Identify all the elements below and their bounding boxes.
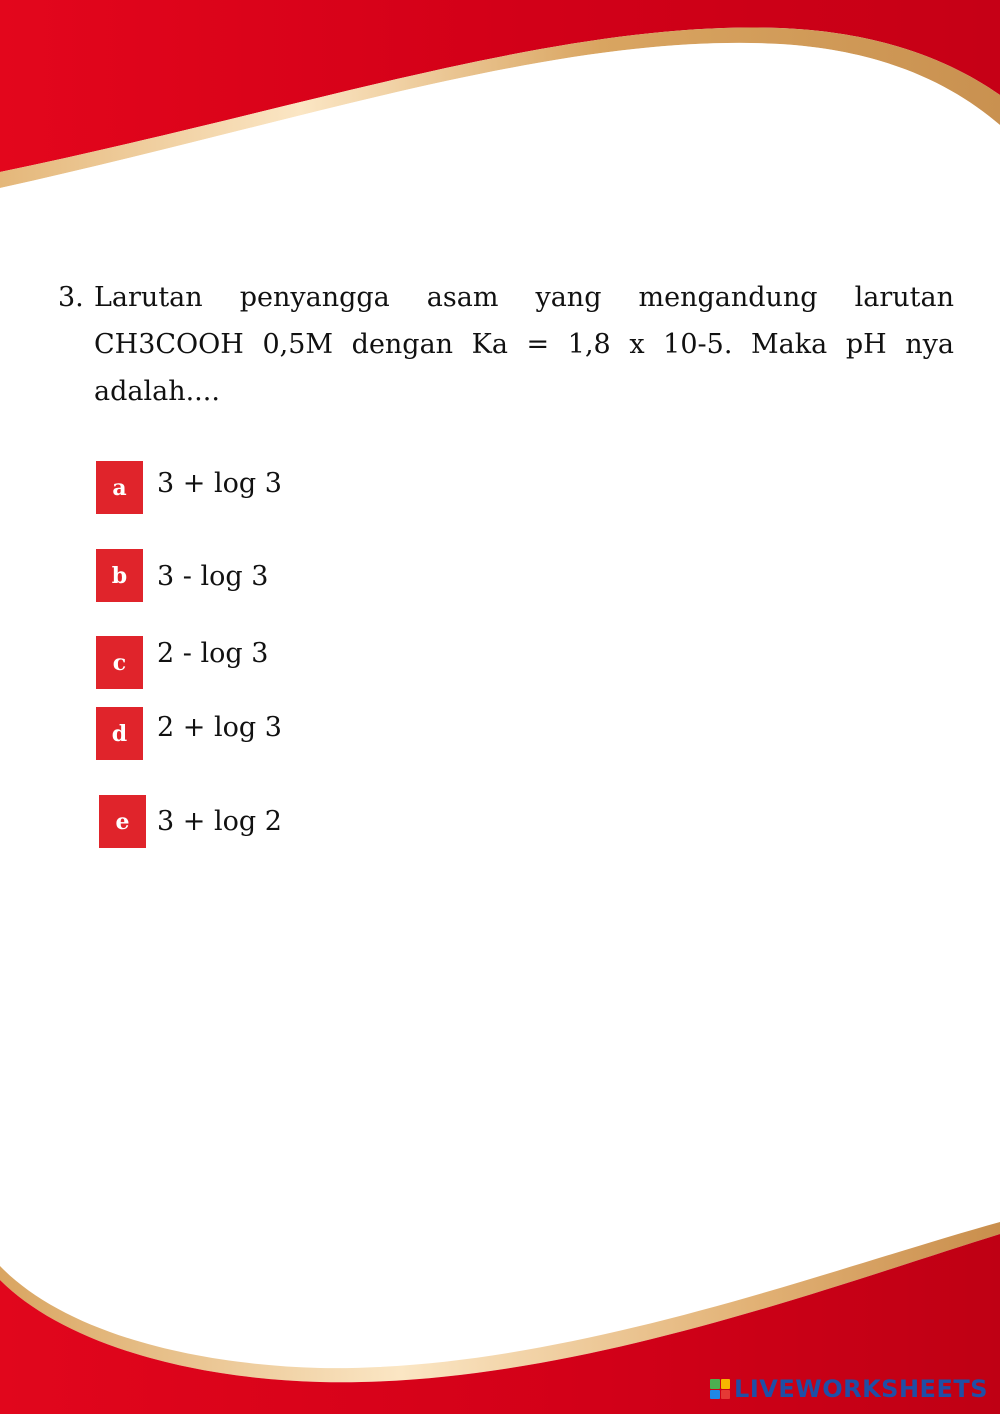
- option-d-letter[interactable]: d: [96, 707, 143, 760]
- question-text: Larutan penyangga asam yang mengandung larutan CH3COOH 0,5M dengan Ka = 1,8 x 10-5. Maka pH nya adalah....: [94, 282, 954, 407]
- option-c-letter[interactable]: c: [96, 636, 143, 689]
- option-b-letter[interactable]: b: [96, 549, 143, 602]
- option-d-text: 2 + log 3: [157, 711, 282, 743]
- option-e-letter[interactable]: e: [99, 795, 146, 848]
- option-e-text: 3 + log 2: [157, 805, 282, 837]
- option-c-text: 2 - log 3: [157, 637, 269, 669]
- option-a-text: 3 + log 3: [157, 467, 282, 499]
- brand-name: LIVEWORKSHEETS: [734, 1375, 988, 1403]
- option-c[interactable]: [96, 636, 268, 689]
- option-a[interactable]: [96, 461, 282, 514]
- liveworksheets-logo-icon: [710, 1379, 730, 1399]
- question: [58, 274, 954, 415]
- top-wave-decoration: [0, 0, 1000, 200]
- option-e[interactable]: [99, 795, 282, 848]
- option-d[interactable]: [96, 707, 282, 760]
- option-a-letter[interactable]: a: [96, 461, 143, 514]
- option-b[interactable]: [96, 549, 268, 602]
- option-b-text: 3 - log 3: [157, 560, 269, 592]
- question-number: 3.: [58, 282, 84, 313]
- liveworksheets-brand: [710, 1376, 988, 1402]
